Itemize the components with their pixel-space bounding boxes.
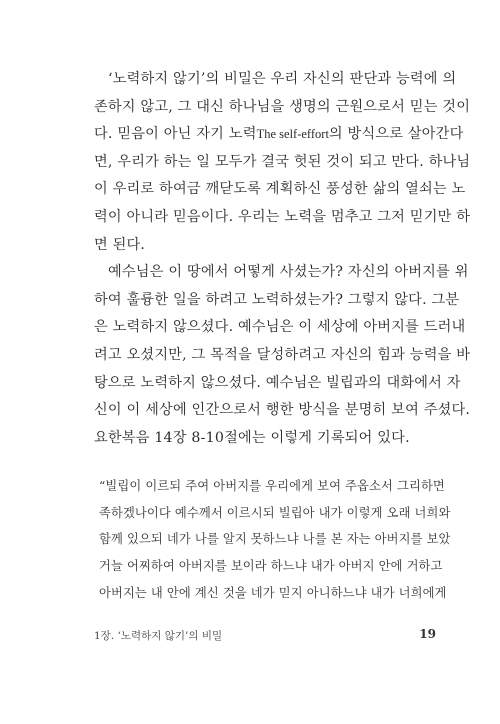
- quote-line: 함께 있으되 네가 나를 알지 못하느냐 나를 본 자는 아버지를 보았: [99, 532, 451, 547]
- text-line: [94, 121, 464, 149]
- text-line: 존하지 않고, 그 대신 하나님을 생명의 근원으로서 믿는 것이: [94, 98, 471, 115]
- quote-line: “빌립이 이르되 주여 아버지를 우리에게 보여 주옵소서 그리하면: [99, 479, 445, 493]
- quote-line: 족하겠나이다 예수께서 이르시되 빌립아 내가 이렇게 오래 너희와: [99, 505, 451, 520]
- text-line: 탕으로 노력하지 않으셨다. 예수님은 빌립과의 대화에서 자: [94, 374, 461, 391]
- text-line: 요한복음 14장 8-10절에는 이렇게 기록되어 있다.: [94, 429, 410, 446]
- text-segment: 다. 믿음이 아닌 자기 노력: [94, 126, 257, 143]
- text-line: 력이 아니라 믿음이다. 우리는 노력을 멈추고 그저 믿기만 하: [94, 208, 471, 225]
- body-text: [94, 66, 471, 452]
- text-line: 이 우리로 하여금 깨닫도록 계획하신 풍성한 삶의 열쇠는 노: [94, 181, 466, 198]
- english-term: The self-effort: [256, 127, 329, 142]
- page-number: 19: [419, 627, 436, 641]
- text-line: 하여 훌륭한 일을 하려고 노력하셨는가? 그렇지 않다. 그분: [94, 291, 460, 308]
- text-line: 은 노력하지 않으셨다. 예수님은 이 세상에 아버지를 드러내: [94, 319, 466, 336]
- page-footer: [94, 628, 436, 648]
- text-line: 려고 오셨지만, 그 목적을 달성하려고 자신의 힘과 능력을 바: [94, 346, 471, 363]
- quote-line: 거늘 어찌하여 아버지를 보이라 하느냐 내가 아버지 안에 거하고: [99, 559, 443, 574]
- chapter-label: 1장. ‘노력하지 않기’의 비밀: [94, 630, 223, 642]
- text-line: 신이 이 세상에 인간으로서 행한 방식을 분명히 보여 주셨다.: [94, 402, 471, 419]
- text-line: 면 된다.: [94, 236, 146, 253]
- text-line: 예수님은 이 땅에서 어떻게 사셨는가? 자신의 아버지를 위: [108, 264, 469, 281]
- text-line: 면, 우리가 하는 일 모두가 결국 헛된 것이 되고 만다. 하나님: [94, 153, 471, 170]
- text-line: ‘노력하지 않기’의 비밀은 우리 자신의 판단과 능력에 의: [108, 71, 457, 87]
- text-segment: 의 방식으로 살아간다: [328, 126, 464, 143]
- quote-line: 아버지는 내 안에 계신 것을 네가 믿지 아니하느냐 내가 너희에게: [99, 585, 447, 600]
- scripture-quote: [99, 473, 451, 607]
